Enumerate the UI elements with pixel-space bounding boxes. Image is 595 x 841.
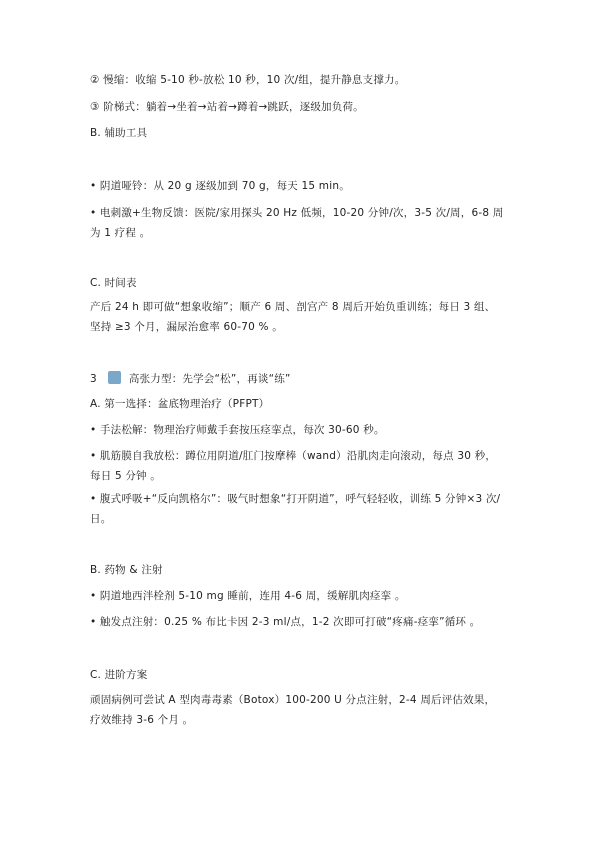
heading-pfpt: A. 第一选择：盆底物理治疗（PFPT）: [90, 398, 270, 410]
heading-advanced: C. 进阶方案: [90, 669, 148, 681]
heading-schedule: C. 时间表: [90, 277, 137, 289]
breathing-item: • 腹式呼吸+“反向凯格尔”：吸气时想象“打开阴道”，呼气轻轻收，训练 5 分钟×3 次/日。: [90, 493, 501, 525]
electrostim-item: • 电刺激+生物反馈：医院/家用探头 20 Hz 低频，10-20 分钟/次，3-5 次/周，6-8 周为 1 疗程 。: [90, 207, 504, 239]
diazepam-item: • 阴道地西泮栓剂 5-10 mg 睡前，连用 4-6 周，缓解肌肉痉挛 。: [90, 590, 406, 602]
heading-aux-tools: B. 辅助工具: [90, 127, 148, 139]
slow-contraction-item: ② 慢缩：收缩 5-10 秒-放松 10 秒，10 次/组，提升静息支撑力。: [90, 74, 406, 86]
myofascial-item: • 肌筋膜自我放松：蹲位用阴道/肛门按摩棒（wand）沿肌肉走向滚动，每点 30 秒，每日 5 分钟 。: [90, 450, 497, 482]
schedule-paragraph: 产后 24 h 即可做“想象收缩”；顺产 6 周、剖宫产 8 周后开始负重训练；每日 3 组、坚持 ≥3 个月，漏尿治愈率 60-70 % 。: [90, 301, 496, 333]
vaginal-dumbbell-item: • 阴道哑铃：从 20 g 逐级加到 70 g，每天 15 min。: [90, 180, 350, 192]
botox-paragraph: 顽固病例可尝试 A 型肉毒毒素（Botox）100-200 U 分点注射，2-4 周后评估效果，疗效维持 3-6 个月 。: [90, 694, 496, 726]
trigger-point-item: • 触发点注射：0.25 % 布比卡因 2-3 ml/点，1-2 次即可打破“疼痛-痉挛”循环 。: [90, 616, 481, 628]
section-number: 3: [90, 373, 97, 385]
heading-drugs: B. 药物 & 注射: [90, 564, 163, 576]
section-title: 高张力型：先学会“松”，再谈“练”: [128, 373, 291, 385]
step-load-item: ③ 阶梯式：躺着→坐着→站着→蹲着→跳跃，逐级加负荷。: [90, 101, 364, 113]
section-3-heading: [90, 371, 505, 386]
blue-square-icon: [108, 371, 121, 384]
manual-release-item: • 手法松解：物理治疗师戴手套按压痉挛点，每次 30-60 秒。: [90, 424, 385, 436]
